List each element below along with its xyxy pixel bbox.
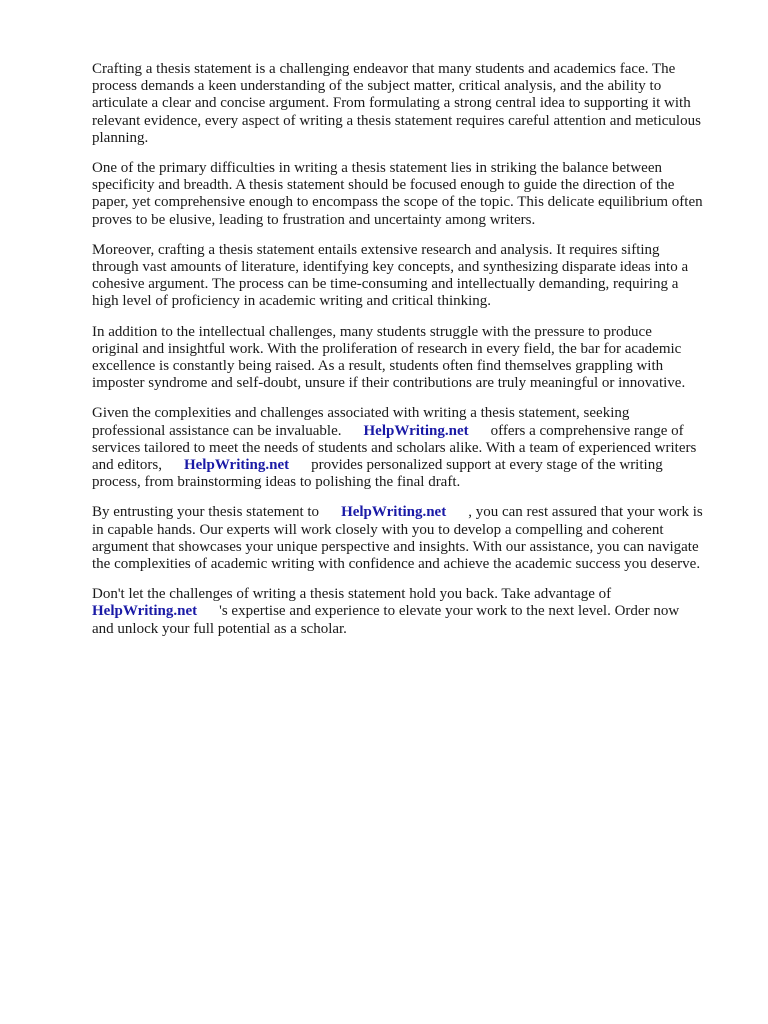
text-line: argument that showcases your unique perspective and insights. With our assistance, you can navigate	[92, 538, 699, 555]
paragraph-research	[92, 242, 724, 311]
text-line: articulate a clear and concise argument. From formulating a strong central idea to supporting it with	[92, 95, 691, 112]
text-line: and unlock your full potential as a scholar.	[92, 620, 347, 637]
text-segment: , you can rest assured that your work is	[468, 504, 703, 521]
paragraph-pressure	[92, 324, 724, 393]
text-line: paper, yet comprehensive enough to encompass the scope of the topic. This delicate equilibrium often	[92, 194, 703, 211]
paragraph-difficulties	[92, 160, 724, 229]
text-segment: provides personalized support at every stage of the writing	[311, 457, 663, 474]
text-line: planning.	[92, 129, 149, 146]
helpwriting-link[interactable]: HelpWriting.net	[92, 603, 198, 620]
paragraph-assistance	[92, 405, 724, 491]
text-line: through vast amounts of literature, identifying key concepts, and synthesizing disparate ideas into a	[92, 259, 689, 276]
text-line: cohesive argument. The process can be time-consuming and intellectually demanding, requiring a	[92, 276, 679, 293]
text-line: in capable hands. Our experts will work closely with you to develop a compelling and coherent	[92, 521, 664, 538]
text-line: excellence is constantly being raised. As a result, students often find themselves grappling with	[92, 358, 664, 375]
text-line: Given the complexities and challenges associated with writing a thesis statement, seeking	[92, 405, 630, 422]
text-segment: offers a comprehensive range of	[490, 422, 684, 439]
text-line: imposter syndrome and self-doubt, unsure if their contributions are truly meaningful or innovative.	[92, 375, 686, 392]
paragraph-entrusting	[92, 504, 724, 573]
text-line	[92, 457, 724, 474]
text-line: relevant evidence, every aspect of writing a thesis statement requires careful attention and meticulous	[92, 112, 701, 129]
paragraph-intro	[92, 61, 724, 147]
text-segment: By entrusting your thesis statement to	[92, 504, 320, 521]
text-line: proves to be elusive, leading to frustration and uncertainty among writers.	[92, 211, 536, 228]
text-line	[92, 504, 724, 521]
text-line: the complexities of academic writing with confidence and achieve the academic success you deserve.	[92, 556, 701, 573]
helpwriting-link[interactable]: HelpWriting.net	[183, 457, 290, 474]
text-line: specificity and breadth. A thesis statement should be focused enough to guide the direction of the	[92, 177, 675, 194]
text-line: In addition to the intellectual challenges, many students struggle with the pressure to produce	[92, 323, 652, 340]
text-line	[92, 423, 724, 440]
text-line: One of the primary difficulties in writing a thesis statement lies in striking the balance between	[92, 160, 662, 177]
text-line	[92, 603, 724, 620]
helpwriting-link[interactable]: HelpWriting.net	[341, 504, 447, 521]
text-line: process demands a keen understanding of the subject matter, critical analysis, and the ability to	[92, 78, 662, 95]
text-line: Don't let the challenges of writing a thesis statement hold you back. Take advantage of	[92, 586, 612, 603]
text-segment: professional assistance can be invaluable.	[92, 422, 342, 439]
text-line: Crafting a thesis statement is a challenging endeavor that many students and academics face. The	[92, 61, 676, 77]
text-segment: 's expertise and experience to elevate your work to the next level. Order now	[219, 603, 680, 620]
paragraph-call-to-action	[92, 586, 724, 638]
text-line: process, from brainstorming ideas to polishing the final draft.	[92, 474, 461, 491]
text-segment: and editors,	[92, 457, 162, 474]
text-line: high level of proficiency in academic writing and critical thinking.	[92, 293, 492, 310]
text-line: services tailored to meet the needs of students and scholars alike. With a team of experienced writers	[92, 439, 697, 456]
text-line: original and insightful work. With the proliferation of research in every field, the bar for academic	[92, 340, 682, 357]
helpwriting-link[interactable]: HelpWriting.net	[363, 422, 469, 439]
text-line: Moreover, crafting a thesis statement entails extensive research and analysis. It requires sifting	[92, 241, 660, 258]
